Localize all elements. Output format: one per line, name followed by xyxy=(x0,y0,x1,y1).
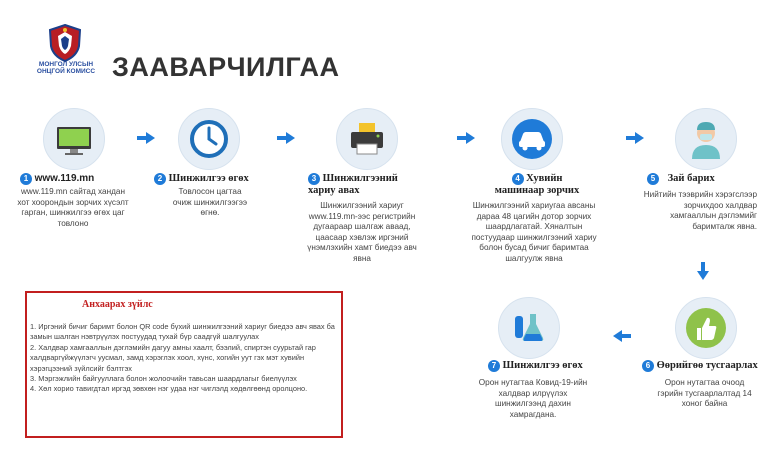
step-1-circle xyxy=(43,108,105,170)
step-5-circle xyxy=(675,108,737,170)
step-4-description: Шинжилгээний хариугаа авсаны дараа 48 цагийн дотор зорчих шаардлагатай. Хяналтын постуудаар шинжилгээний хариу болон бусад бичиг баримтаа шалгуулж явна xyxy=(471,201,597,263)
step-6-number: 6 xyxy=(642,360,654,372)
step-4-title xyxy=(494,173,580,198)
commission-logo xyxy=(48,24,82,62)
organization-name xyxy=(30,61,102,75)
arrow-right-icon xyxy=(626,132,644,144)
arrow-right-icon xyxy=(457,132,475,144)
thumbs-up-icon xyxy=(676,298,736,358)
step-3-description: Шинжилгээний хариуг www.119.mn-ээс регистрийн дугаараар шалгаж аваад, цаасаар хэвлэж иргэний үнэмлэхийн хамт биедээ авч явна xyxy=(307,201,417,263)
step-5-number: 5 xyxy=(647,173,659,185)
step-1-number: 1 xyxy=(20,173,32,185)
step-6-title-text: Өөрийгөө тусгаарлах xyxy=(656,360,758,371)
printer-icon xyxy=(337,109,397,169)
step-7-title xyxy=(488,360,583,372)
step-2-title-text: Шинжилгээ өгөх xyxy=(168,173,249,184)
step-3-title-text: Шинжилгээний хариу авах xyxy=(308,173,398,197)
step-6-description: Орон нутагтаа очоод гэрийн тусгаарлалтад 14 хоног байна xyxy=(657,378,752,408)
clock-icon xyxy=(179,109,239,169)
doctor-icon xyxy=(676,109,736,169)
step-3-number: 3 xyxy=(308,173,320,185)
warning-item-1: 1. Иргэний бичиг баримт болон QR code бүхий шинжилгээний хариуг биедээ авч явах ба замын шалган нэвтрүүлэх постуудад тухай бүр саадгүй шалгуулах xyxy=(30,322,335,342)
lab-flask-icon xyxy=(499,298,559,358)
arrow-right-icon xyxy=(277,132,295,144)
step-4-title-text: Хувийн машинаар зорчих xyxy=(494,173,580,197)
org-line-1: МОНГОЛ УЛСЫН xyxy=(38,61,94,68)
step-7-description: Орон нутагтаа Ковид-19-ийн халдвар илрүүлэх шинжилгээнд дахин хамрагдана. xyxy=(478,378,588,419)
arrow-right-icon xyxy=(137,132,155,144)
monitor-icon xyxy=(44,109,104,169)
org-line-2: ОНЦГОЙ КОМИСС xyxy=(36,68,96,75)
step-1-title xyxy=(20,173,94,185)
warning-title: Анхаарах зүйлс xyxy=(82,299,153,310)
step-6-circle xyxy=(675,297,737,359)
warning-item-2: 2. Халдвар хамгааллын дэглэмийн дагуу амны хаалт, бээлий, спиртэн суурьтай гар халдваргүйжүүлэгч уусмал, замд хэрэглэх хоол, хүнс, хогийн уут гэх мэт хувийн хэрэгцээний зүйлсийг бэлтгэх xyxy=(30,342,316,373)
arrow-left-icon xyxy=(613,330,631,342)
step-3-circle xyxy=(336,108,398,170)
step-5-title xyxy=(650,173,715,185)
step-7-title-text: Шинжилгээ өгөх xyxy=(502,360,583,371)
arrow-down-icon xyxy=(697,262,709,280)
step-5-description: Нийтийн тээврийн хэрэгслээр зорчихдоо халдвар хамгааллын дэглэмийг баримталж явна. xyxy=(643,190,757,231)
car-icon xyxy=(502,109,562,169)
step-1-description: www.119.mn сайтад хандан хот хоорондын зорчих хүсэлт гарган, шинжилгээ өгөх цаг товлоно xyxy=(17,187,129,228)
step-4-circle xyxy=(501,108,563,170)
step-2-number: 2 xyxy=(154,173,166,185)
step-5-title-text: Зай барих xyxy=(667,173,715,184)
warning-list xyxy=(30,322,340,395)
step-2-title xyxy=(154,173,249,185)
step-2-description: Товлосон цагтаа очиж шинжилгээгээ өгнө. xyxy=(172,187,248,217)
step-2-circle xyxy=(178,108,240,170)
step-7-number: 7 xyxy=(488,360,500,372)
step-7-circle xyxy=(498,297,560,359)
warning-item-3: 3. Мэргэжлийн байгууллага болон жолоочийн тавьсан шаардлагыг биелүүлэх xyxy=(30,374,297,384)
step-4-number: 4 xyxy=(512,173,524,185)
step-1-title-text: www.119.mn xyxy=(34,173,95,184)
warning-item-4: 4. Хөл хорио тавигдтал иргэд зөвхөн нэг удаа нэг чиглэлд хөдөлгөөнд оролцоно. xyxy=(30,384,308,394)
step-3-title xyxy=(308,173,418,198)
step-6-title xyxy=(642,360,759,372)
page-title: ЗААВАРЧИЛГАА xyxy=(112,52,340,82)
